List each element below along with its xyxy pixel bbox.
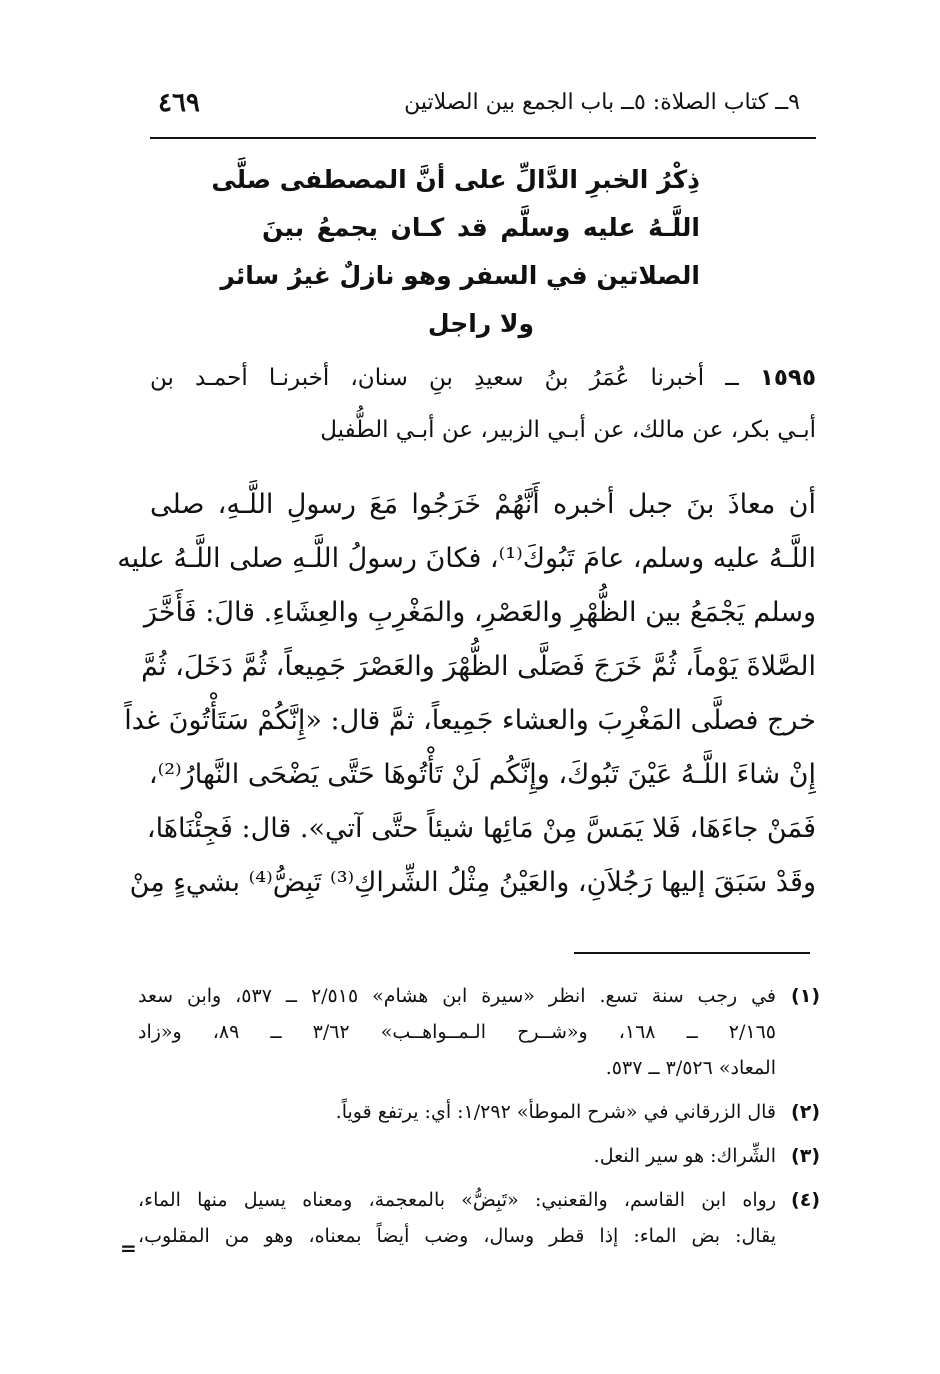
matn-line: وسلم يَجْمَعُ بين الظُّهْرِ والعَصْرِ، والمَغْرِبِ والعِشَاءِ. قالَ: فَأَخَّرَ <box>143 597 816 628</box>
footnote-number: (١) <box>791 985 820 1007</box>
chapter-title: ٩ــ كتاب الصلاة: ٥ــ باب الجمع بين الصلاتين <box>404 90 800 115</box>
footnotes <box>138 978 820 1262</box>
heading-line: ذِكْرُ الخبرِ الدَّالِّ على أنَّ المصطفى صلَّى <box>211 165 700 194</box>
matn-line: اللَّـهُ عليه وسلم، عامَ تَبُوكَ⁽¹⁾، فكانَ رسولُ اللَّـهِ صلى اللَّـهُ عليه <box>117 543 816 574</box>
footnote-1 <box>138 978 820 1086</box>
page-number: ٤٦٩ <box>158 88 200 118</box>
footnote-2 <box>138 1094 820 1130</box>
footnote-3 <box>138 1138 820 1174</box>
header-rule <box>150 137 816 139</box>
heading-line: الصلاتين في السفر وهو نازلٌ غيرُ سائر <box>220 261 700 290</box>
section-heading <box>211 156 700 348</box>
continuation-mark: = <box>120 1236 137 1260</box>
footnote-line: ٢/١٦٥ ــ ١٦٨، و«شــرح الـمــواهــب» ٣/٦٢ ــ ٨٩، و«زاد <box>138 1021 777 1043</box>
footnote-number: (٣) <box>791 1145 820 1167</box>
footnote-number: (٤) <box>791 1189 820 1211</box>
running-head <box>150 84 800 128</box>
matn-line: أن معاذَ بنَ جبل أخبره أَنَّهُمْ خَرَجُوا مَعَ رسولِ اللَّـهِ، صلى <box>150 489 816 520</box>
hadith-matn <box>117 478 816 910</box>
hadith-number: ١٥٩٥ <box>759 365 817 391</box>
footnote-line: قال الزرقاني في «شرح الموطأ» ١/٢٩٢: أي: يرتفع قوياً. <box>335 1101 776 1123</box>
footnote-line: الشِّراك: هو سير النعل. <box>593 1145 776 1167</box>
footnote-number: (٢) <box>791 1101 820 1123</box>
isnad-text: ــ أخبرنا عُمَرُ بنُ سعيدِ بنِ سنان، أخبرنـا أحمـد بن <box>150 365 739 391</box>
footnote-4 <box>138 1182 820 1254</box>
matn-line: إِنْ شاءَ اللَّـهُ عَيْنَ تَبُوكَ، وإِنَّكُم لَنْ تَأْتُوهَا حَتَّى يَضْحَى النَّهارُ⁽²⁾، <box>148 759 816 790</box>
matn-line: فَمَنْ جاءَهَا، فَلا يَمَسَّ مِنْ مَائِها شيئاً حتَّى آتي». قال: فَجِئْنَاهَا، <box>146 813 816 844</box>
footnote-line: في رجب سنة تسع. انظر «سيرة ابن هشام» ٢/٥١٥ ــ ٥٣٧، وابن سعد <box>138 985 776 1007</box>
heading-line: اللَّـهُ عليه وسلَّم قد كـان يجمعُ بينَ <box>262 213 700 242</box>
matn-line: وقَدْ سَبَقَ إليها رَجُلاَنِ، والعَيْنُ مِثْلُ الشِّراكِ⁽³⁾ تَبِضُّ⁽⁴⁾ بشيءٍ مِنْ <box>129 867 816 898</box>
heading-line: ولا راجل <box>427 309 535 338</box>
footnote-line: رواه ابن القاسم، والقعنبي: «تَبِضُّ» بالمعجمة، ومعناه يسيل منها الماء، <box>138 1189 776 1211</box>
isnad-line <box>150 352 816 404</box>
footnote-line: المعاد» ٣/٥٢٦ ــ ٥٣٧. <box>605 1057 776 1079</box>
isnad-line: أبـي بكر، عن مالك، عن أبـي الزبير، عن أبـي الطُّفيل <box>320 417 816 443</box>
matn-line: خرج فصلَّى المَغْرِبَ والعشاء جَمِيعاً، ثمَّ قال: «إِنَّكُمْ سَتَأْتُونَ غداً <box>124 705 816 736</box>
footnote-rule <box>574 952 810 954</box>
footnote-line: يقال: بض الماء: إذا قطر وسال، وضب أيضاً بمعناه، وهو من المقلوب، <box>138 1225 776 1247</box>
hadith-isnad <box>150 352 816 456</box>
matn-line: الصَّلاةَ يَوْماً، ثُمَّ خَرَجَ فَصَلَّى الظُّهْرَ والعَصْرَ جَمِيعاً، ثُمَّ دَخَلَ، ثُمَّ <box>141 651 816 682</box>
